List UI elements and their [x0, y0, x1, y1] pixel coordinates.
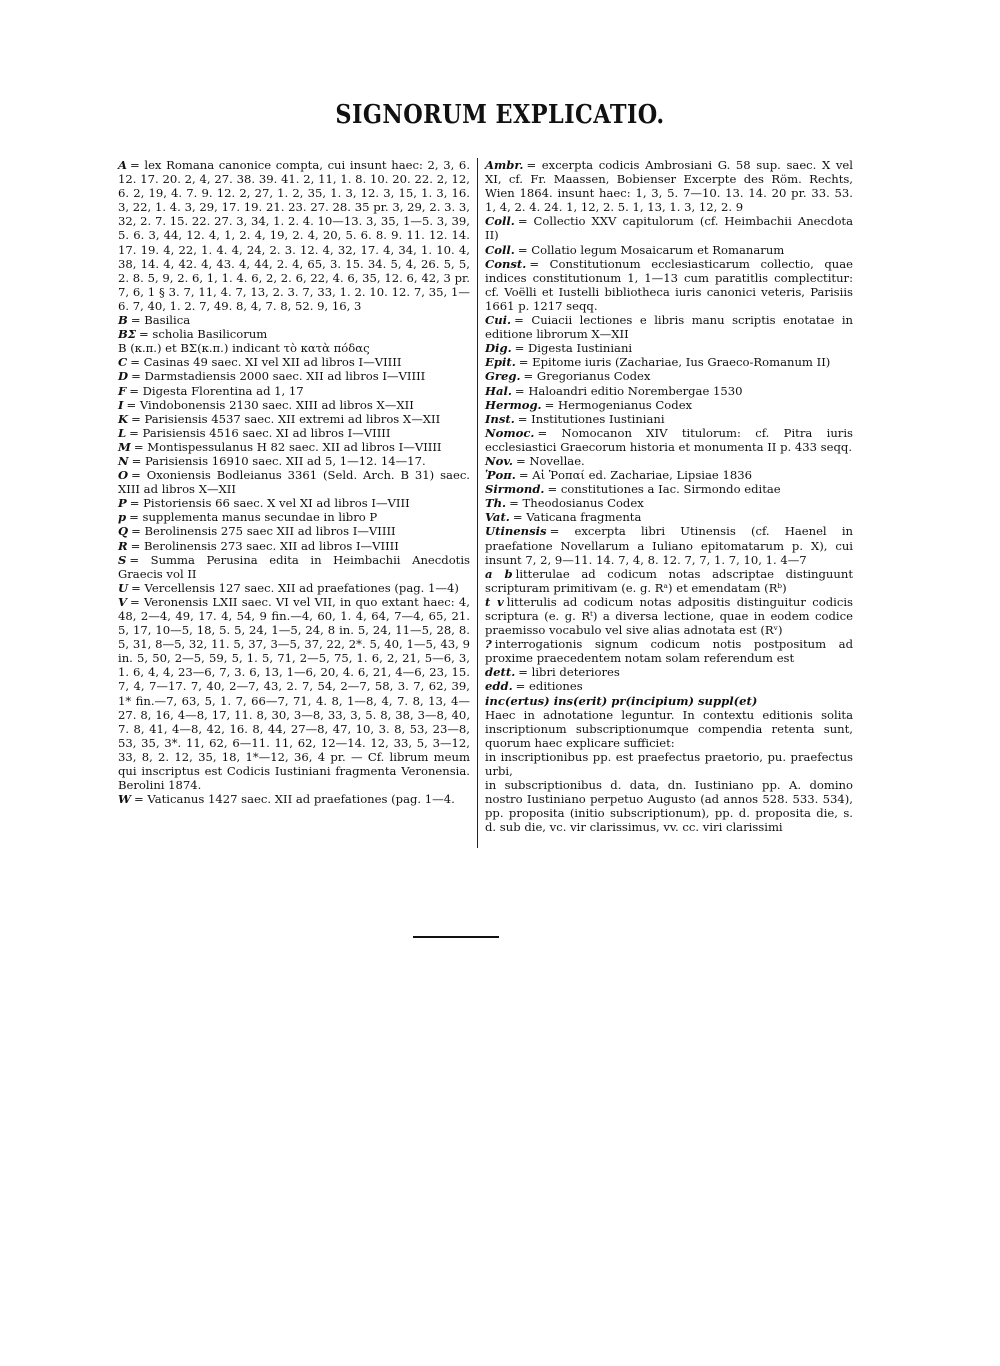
sigla-entry	[118, 426, 470, 440]
sigla-entry	[485, 496, 853, 510]
siglum-description: = lex Romana canonice compta, cui insunt haec: 2, 3, 6. 12. 17. 20. 2, 4, 27. 38. 39. 41. 2, 11, 1. 8. 10. 20. 22. 2, 12, 6. 2, 19, 4. 7. 9. 12. 2, 27, 1. 2, 35, 1. 3, 12. 3, 15, 1. 3, 16. 3, 22, 1. 4. 3, 29, 17. 19. 21. 23. 27. 28. 35 pr. 3, 29, 2. 3. 3, 32, 2. 7. 15. 22. 27. 3, 34, 1. 2. 4. 10—13. 3, 35, 1—5. 3, 39, 5. 6. 3, 44, 12. 4, 1, 2. 4, 19, 2. 4, 20, 5. 6. 8. 9. 11. 12. 14. 17. 19. 4, 22, 1. 4. 4, 24, 2. 3. 12. 4, 32, 17. 4, 34, 1. 10. 4, 38, 14. 4, 42. 4, 43. 4, 44, 2. 4, 65, 3. 15. 34. 5, 4, 26. 5, 5, 2. 8. 5, 9, 2. 6, 1, 1. 4. 6, 2, 2. 6, 22, 4. 6, 35, 12. 6, 42, 3 pr. 7, 6, 1 § 3. 7, 11, 4. 7, 13, 2. 3. 7, 33, 1. 2. 10. 12. 7, 35, 1—6. 7, 40, 1. 2. 7, 49. 8, 4, 7. 8, 52. 9, 16, 3	[118, 158, 470, 313]
siglum: dett.	[485, 665, 516, 680]
siglum: p	[118, 510, 127, 525]
siglum: K	[118, 411, 129, 426]
siglum-description: = Vercellensis 127 saec. XII ad praefationes (pag. 1—4)	[131, 580, 459, 595]
sigla-entry	[485, 384, 853, 398]
siglum-description: = Collectio XXV capitulorum (cf. Heimbachii Anecdota II)	[485, 214, 853, 243]
siglum: Cui.	[485, 313, 512, 328]
siglum-description: = Cuiacii lectiones e libris manu scriptis enotatae in editione librorum X—XII	[485, 313, 853, 342]
siglum: Q	[118, 524, 129, 539]
siglum-description: = Gregorianus Codex	[523, 369, 651, 384]
siglum-description: in subscriptionibus d. data, dn. Iustiniano pp. A. domino nostro Iustiniano perpetuo Augusto (ad annos 528. 533. 534), pp. proposita (initio subscriptionum), pp. d. proposita die, s. d. sub die, vc. vir clarissimus, vv. cc. viri clarissimi	[485, 778, 853, 835]
siglum: ?	[485, 637, 492, 652]
right-column	[485, 158, 853, 835]
siglum: Nomoc.	[485, 425, 535, 440]
siglum: Const.	[485, 256, 527, 271]
siglum-description: interrogationis signum codicum notis postpositum ad proxime praecedentem notam solam referendum est	[485, 637, 853, 666]
siglum: W	[118, 792, 132, 807]
siglum-description: litterulae ad codicum notas adscriptae distinguunt scripturam primitivam (e. g. Rᵃ) et emendatam (Rᵇ)	[485, 566, 853, 595]
siglum-description: = Haloandri editio Norembergae 1530	[514, 383, 743, 398]
siglum-description: in inscriptionibus pp. est praefectus praetorio, pu. praefectus urbi,	[485, 749, 853, 779]
siglum: Dig.	[485, 341, 512, 356]
sigla-entry	[485, 158, 853, 214]
siglum: M	[118, 439, 131, 454]
siglum-description: = Summa Perusina edita in Heimbachii Anecdotis Graecis vol II	[118, 552, 470, 581]
siglum: Ῥοπ.	[485, 468, 516, 483]
siglum: C	[118, 355, 128, 370]
siglum-description: = Institutiones Iustiniani	[517, 411, 665, 426]
siglum-description: = Berolinensis 275 saec XII ad libros I—VIIII	[131, 524, 396, 539]
siglum-description: = Veronensis LXII saec. VI vel VII, in quo extant haec: 4, 48, 2—4, 49, 17. 4, 54, 9 fin.—4, 60, 1. 4, 64, 7—4, 65, 21. 5, 17, 10—5, 18, 5. 5, 24, 1—5, 24, 8 in. 5, 24, 11—5, 28, 8. 5, 31, 8—5, 32, 11. 5, 37, 3—5, 37, 22, 2*. 5, 40, 1—5, 43, 9 in. 5, 50, 2—5, 59, 5, 1. 5, 71, 2—5, 75, 1. 6, 2, 21, 5—6, 3, 1. 6, 4, 4, 23—6, 7, 3. 6, 13, 1—6, 20, 4. 6, 21, 4—6, 23, 15. 7, 4, 7—17. 7, 40, 2—7, 43, 2. 7, 54, 2—7, 58, 3. 7, 62, 39, 1* fin.—7, 63, 5, 1. 7, 66—7, 71, 4. 8, 1—8, 4, 7. 8, 13, 4—27. 8, 16, 4—8, 17, 11. 8, 30, 3—8, 33, 3, 5. 8, 38, 3—8, 40, 7. 8, 41, 4—8, 42, 16. 8, 44, 27—8, 47, 10, 3. 8, 53, 23—8, 53, 35, 3*. 11, 62, 6—11. 11, 62, 12—14. 12, 33, 5, 3—12, 33, 8, 2. 12, 35, 18, 1*—12, 36, 4 pr. — Cf. librum meum qui inscriptus est Codicis Iustiniani fragmenta Veronensia. Berolini 1874.	[118, 594, 470, 793]
siglum: N	[118, 453, 129, 468]
sigla-entry	[485, 482, 853, 496]
siglum-description: = Digesta Iustiniani	[514, 341, 633, 356]
sigla-entry	[485, 468, 853, 482]
siglum-description: litterulis ad codicum notas adpositis distinguitur codicis scriptura (e. g. Rᵗ) a diversa lectione, quae in eodem codice praemisso vocabulo vel sive alias adnotata est (Rᵛ)	[485, 594, 853, 638]
sigla-entry	[118, 341, 470, 355]
siglum: a b	[485, 566, 513, 581]
sigla-entry	[118, 595, 470, 792]
siglum: Coll.	[485, 214, 515, 229]
sigla-entry	[118, 468, 470, 496]
sigla-entry	[118, 327, 470, 341]
left-column	[118, 158, 470, 806]
siglum-description: = supplementa manus secundae in libro P	[129, 510, 378, 525]
siglum: Epit.	[485, 355, 516, 370]
sigla-entry	[485, 341, 853, 355]
siglum-description: = Nomocanon XIV titulorum: cf. Pitra iuris ecclesiastici Graecorum historia et monumenta II p. 433 seqq.	[485, 425, 853, 454]
sigla-entry	[485, 595, 853, 637]
sigla-entry	[485, 412, 853, 426]
siglum-description: = Novellae.	[515, 453, 585, 468]
sigla-entry	[118, 158, 470, 313]
siglum: U	[118, 580, 129, 595]
sigla-entry	[485, 454, 853, 468]
siglum-description: = Basilica	[130, 313, 191, 328]
column-divider	[477, 158, 478, 848]
siglum: F	[118, 383, 127, 398]
siglum: BΣ	[118, 327, 136, 342]
sigla-entry	[485, 426, 853, 454]
siglum-description: = Parisiensis 4516 saec. XI ad libros I—VIIII	[129, 425, 391, 440]
sigla-entry	[118, 398, 470, 412]
sigla-entry	[118, 496, 470, 510]
sigla-entry	[485, 214, 853, 242]
sigla-entry	[485, 750, 853, 778]
siglum-description: = Berolinensis 273 saec. XII ad libros I—VIIII	[130, 538, 399, 553]
siglum: Coll.	[485, 242, 515, 257]
siglum-description: = Darmstadiensis 2000 saec. XII ad libros I—VIIII	[131, 369, 426, 384]
siglum: I	[118, 397, 124, 412]
siglum: Th.	[485, 496, 507, 511]
siglum-description: = Collatio legum Mosaicarum et Romanarum	[517, 242, 785, 257]
sigla-entry	[118, 454, 470, 468]
siglum-description: = Constitutionum ecclesiasticarum collectio, quae indices constitutionum 1, 1—13 cum paratitlis complectitur: cf. Voëlli et Iustelli bibliotheca iuris canonici veteris, Parisiis 1661 p. 1217 seqq.	[485, 256, 853, 313]
sigla-entry	[118, 412, 470, 426]
siglum-description: Haec in adnotatione leguntur. In contextu editionis solita inscriptionum subscriptionumque compendia retenta sunt, quorum haec explicare sufficiet:	[485, 707, 853, 750]
siglum-description: = Montispessulanus H 82 saec. XII ad libros I—VIIII	[133, 439, 442, 454]
siglum: L	[118, 425, 127, 440]
sigla-entry	[485, 257, 853, 313]
sigla-entry	[118, 510, 470, 524]
sigla-entry	[118, 553, 470, 581]
siglum: Ambr.	[485, 158, 524, 172]
sigla-entry	[485, 567, 853, 595]
sigla-entry	[485, 510, 853, 524]
sigla-entry	[485, 665, 853, 679]
sigla-entry	[485, 313, 853, 341]
page-title: SIGNORUM EXPLICATIO.	[335, 100, 665, 130]
siglum-description: B (κ.π.) et BΣ(κ.π.) indicant τὸ κατὰ πόδας	[118, 341, 370, 356]
siglum-description: = Casinas 49 saec. XI vel XII ad libros I—VIIII	[130, 355, 402, 370]
siglum-description: = Parisiensis 4537 saec. XII extremi ad libros X—XII	[131, 411, 441, 426]
sigla-entry	[485, 637, 853, 665]
siglum-description: = Digesta Florentina ad 1, 17	[129, 383, 304, 398]
siglum-description: = Vindobonensis 2130 saec. XIII ad libros X—XII	[126, 397, 414, 412]
siglum-description: = Theodosianus Codex	[509, 496, 644, 511]
siglum-description: = Epitome iuris (Zachariae, Ius Graeco-Romanum II)	[518, 355, 831, 370]
siglum: Hal.	[485, 383, 512, 398]
sigla-entry	[118, 355, 470, 369]
sigla-entry	[118, 313, 470, 327]
sigla-entry	[118, 792, 470, 806]
sigla-entry	[118, 539, 470, 553]
siglum: R	[118, 538, 128, 553]
siglum: Hermog.	[485, 397, 542, 412]
sigla-entry	[485, 355, 853, 369]
siglum: D	[118, 369, 129, 384]
sigla-entry	[485, 243, 853, 257]
siglum: O	[118, 468, 129, 483]
siglum: Utinensis	[485, 524, 547, 539]
siglum-description: = Αἱ Ῥοπαί ed. Zachariae, Lipsiae 1836	[518, 468, 752, 483]
siglum: Sirmond.	[485, 482, 545, 497]
siglum-description: = Parisiensis 16910 saec. XII ad 5, 1—12. 14—17.	[131, 453, 426, 468]
siglum: Nov.	[485, 453, 513, 468]
siglum-description: = Oxoniensis Bodleianus 3361 (Seld. Arch. B 31) saec. XIII ad libros X—XII	[118, 468, 470, 497]
sigla-entry	[118, 369, 470, 383]
sigla-entry	[485, 694, 853, 708]
closing-rule	[413, 936, 499, 938]
siglum: S	[118, 552, 127, 567]
siglum: t v	[485, 594, 504, 609]
sigla-entry	[485, 679, 853, 693]
sigla-entry	[485, 524, 853, 566]
siglum-description: = libri deteriores	[518, 665, 620, 680]
siglum-description: = Vaticanus 1427 saec. XII ad praefationes (pag. 1—4.	[134, 792, 455, 807]
sigla-entry	[485, 369, 853, 383]
sigla-entry	[118, 440, 470, 454]
siglum-description: = editiones	[515, 679, 583, 694]
sigla-entry	[485, 778, 853, 834]
siglum-description: = constitutiones a Iac. Sirmondo editae	[547, 482, 781, 497]
siglum-description: = Hermogenianus Codex	[544, 397, 693, 412]
siglum-description: = Vaticana fragmenta	[512, 510, 642, 525]
siglum-description: = Pistoriensis 66 saec. X vel XI ad libros I—VIII	[129, 496, 410, 511]
siglum: V	[118, 594, 127, 609]
sigla-entry	[485, 708, 853, 750]
siglum: inc(ertus) ins(erit) pr(incipium) suppl(et)	[485, 693, 758, 708]
siglum: Vat.	[485, 510, 510, 525]
siglum: P	[118, 496, 127, 511]
sigla-entry	[118, 581, 470, 595]
sigla-entry	[118, 524, 470, 538]
siglum: Greg.	[485, 369, 521, 384]
siglum-description: = excerpta libri Utinensis (cf. Haenel in praefatione Novellarum a Iuliano epitomatarum p. X), cui insunt 7, 2, 9—11. 14. 7, 4, 8. 12. 7, 7, 1. 7, 10, 1. 4—7	[485, 524, 853, 567]
siglum-description: = excerpta codicis Ambrosiani G. 58 sup. saec. X vel XI, cf. Fr. Maassen, Bobienser Excerpte des Röm. Rechts, Wien 1864. insunt haec: 1, 3, 5. 7—10. 13. 14. 20 pr. 33. 53. 1, 4, 2. 4. 24. 1, 12, 2. 5. 1, 13, 1. 3, 12, 2. 9	[485, 158, 853, 215]
sigla-entry	[485, 398, 853, 412]
sigla-entry	[118, 384, 470, 398]
siglum: A	[118, 158, 127, 172]
siglum-description: = scholia Basilicorum	[139, 327, 268, 342]
siglum: edd.	[485, 679, 513, 694]
siglum: B	[118, 313, 128, 328]
siglum: Inst.	[485, 411, 515, 426]
